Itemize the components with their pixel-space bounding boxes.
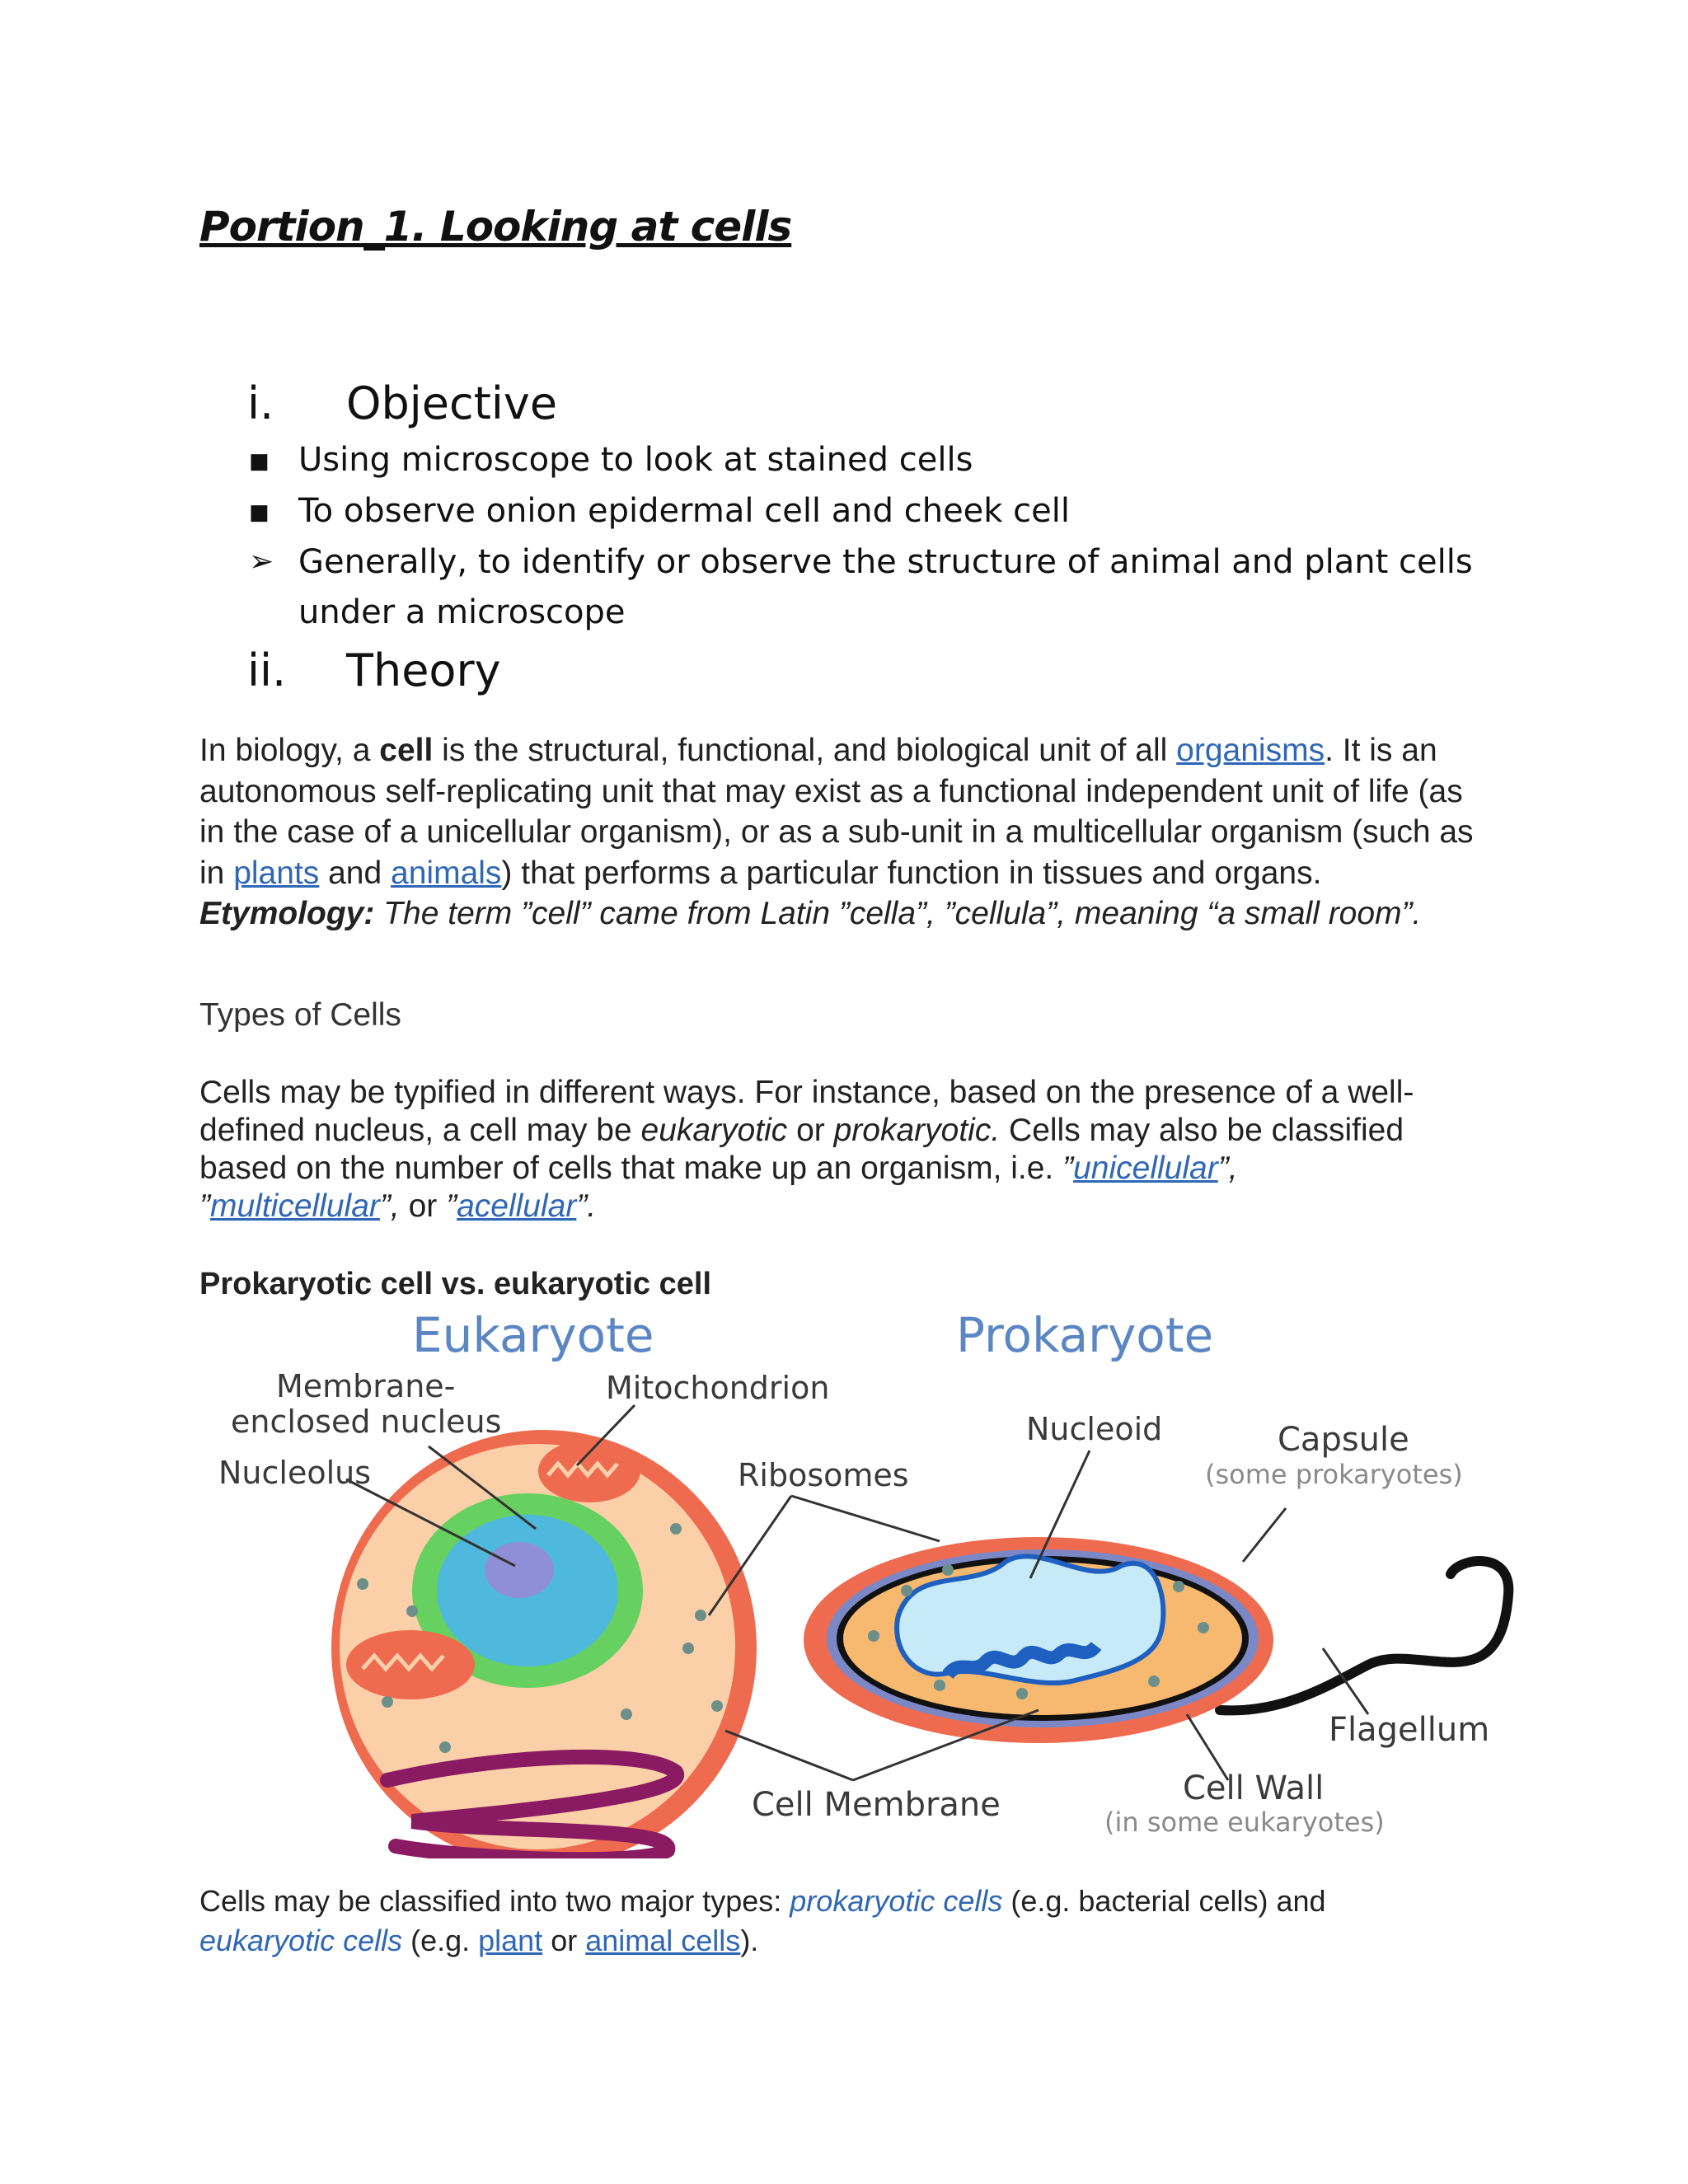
label-membrane-nucleus-2: enclosed nucleus xyxy=(231,1404,502,1440)
link-unicellular[interactable]: unicellular xyxy=(1073,1151,1218,1186)
text-run: or xyxy=(399,1188,447,1224)
text-run: Cells may be classified into two major types: xyxy=(199,1884,790,1918)
section-label: Objective xyxy=(346,377,558,429)
label-mitochondrion: Mitochondrion xyxy=(606,1370,830,1406)
quote: ” xyxy=(446,1188,457,1224)
text-run: (e.g. xyxy=(402,1924,479,1957)
bold-term: cell xyxy=(379,733,434,768)
quote: ” xyxy=(199,1188,210,1224)
types-paragraph xyxy=(199,1074,1493,1226)
label-nucleoid: Nucleoid xyxy=(1026,1411,1163,1447)
objective-text: Generally, to identify or observe the structure of animal and plant cells xyxy=(298,543,1473,581)
link-organisms[interactable]: organisms xyxy=(1176,733,1325,768)
label-capsule: Capsule xyxy=(1278,1421,1409,1459)
term-prokaryotic: prokaryotic. xyxy=(833,1113,1001,1148)
label-ribosomes: Ribosomes xyxy=(738,1457,909,1493)
text-run: In biology, a xyxy=(199,733,380,768)
text-run: ). xyxy=(740,1924,759,1957)
quote: ”, xyxy=(379,1188,400,1224)
quote: ”, xyxy=(1217,1151,1238,1186)
etymology-label: Etymology: xyxy=(199,896,375,931)
objective-text: Using microscope to look at stained cells xyxy=(298,441,973,479)
text-run: (e.g. bacterial cells) and xyxy=(1002,1884,1326,1918)
square-bullet-icon: ■ xyxy=(249,500,270,525)
section-number: ii. xyxy=(247,644,287,696)
link-acellular[interactable]: acellular xyxy=(457,1188,577,1224)
text-run: ) that performs a particular function in tissues and organs. xyxy=(501,855,1322,891)
eukaryote-title: Eukaryote xyxy=(412,1307,654,1363)
label-cell-membrane: Cell Membrane xyxy=(752,1786,1001,1824)
section-number: i. xyxy=(247,377,274,429)
page-title: Portion_1. Looking at cells xyxy=(199,203,792,251)
label-flagellum: Flagellum xyxy=(1329,1711,1490,1749)
text-run: is the structural, functional, and biological unit of all xyxy=(433,733,1177,768)
quote: ” xyxy=(1062,1151,1074,1186)
cell-comparison-diagram xyxy=(206,1298,1525,1858)
text-run: Cells may also be classified based on the number of cells that make up an organism, i.e. xyxy=(199,1113,1404,1186)
term-prokaryotic-cells: prokaryotic cells xyxy=(790,1884,1003,1918)
link-plant[interactable]: plant xyxy=(478,1924,543,1957)
text-run: Cells may be typified in different ways. For instance, based on the presence of a well-defined nucleus, a cell may be xyxy=(199,1075,1414,1148)
label-capsule-note: (some prokaryotes) xyxy=(1205,1459,1463,1490)
text-run: or xyxy=(787,1113,834,1148)
link-animals[interactable]: animals xyxy=(391,855,502,891)
text-run: . It is an autonomous self-replicating unit that may exist as a functional independent unit of life (as in the case of a unicellular organism), or as a sub-unit in a multicellular organism (such as in xyxy=(199,733,1474,891)
link-plants[interactable]: plants xyxy=(233,855,320,891)
objective-item xyxy=(249,543,1485,634)
section-objective-heading xyxy=(247,377,742,435)
types-heading: Types of Cells xyxy=(199,997,401,1033)
term-eukaryotic-cells: eukaryotic cells xyxy=(199,1924,403,1957)
quote: ”. xyxy=(576,1188,597,1224)
closing-paragraph xyxy=(199,1882,1353,1961)
eukaryote-cell xyxy=(331,1430,757,1858)
etymology-text: The term ”cell” came from Latin ”cella”, ”cellula”, meaning “a small room”. xyxy=(374,896,1422,931)
term-eukaryotic: eukaryotic xyxy=(640,1113,788,1148)
link-animal-cells[interactable]: animal cells xyxy=(585,1924,741,1957)
objective-item xyxy=(249,441,1485,482)
label-cell-wall-note: (in some eukaryotes) xyxy=(1104,1807,1385,1838)
prokaryote-title: Prokaryote xyxy=(956,1307,1214,1363)
label-cell-wall: Cell Wall xyxy=(1183,1769,1325,1807)
label-nucleolus: Nucleolus xyxy=(218,1455,372,1491)
theory-paragraph xyxy=(199,730,1493,935)
objective-item xyxy=(249,492,1485,533)
objective-text-continued: under a microscope xyxy=(298,593,626,631)
text-run: or xyxy=(542,1924,586,1957)
square-bullet-icon: ■ xyxy=(249,449,270,474)
text-run: and xyxy=(319,855,392,891)
label-membrane-nucleus-1: Membrane- xyxy=(276,1368,456,1404)
objective-text: To observe onion epidermal cell and cheek cell xyxy=(298,492,1070,530)
link-multicellular[interactable]: multicellular xyxy=(210,1188,380,1224)
comparison-heading: Prokaryotic cell vs. eukaryotic cell xyxy=(199,1267,712,1301)
arrow-bullet-icon: ➢ xyxy=(249,545,274,579)
section-theory-heading xyxy=(247,644,742,702)
section-label: Theory xyxy=(346,644,501,696)
